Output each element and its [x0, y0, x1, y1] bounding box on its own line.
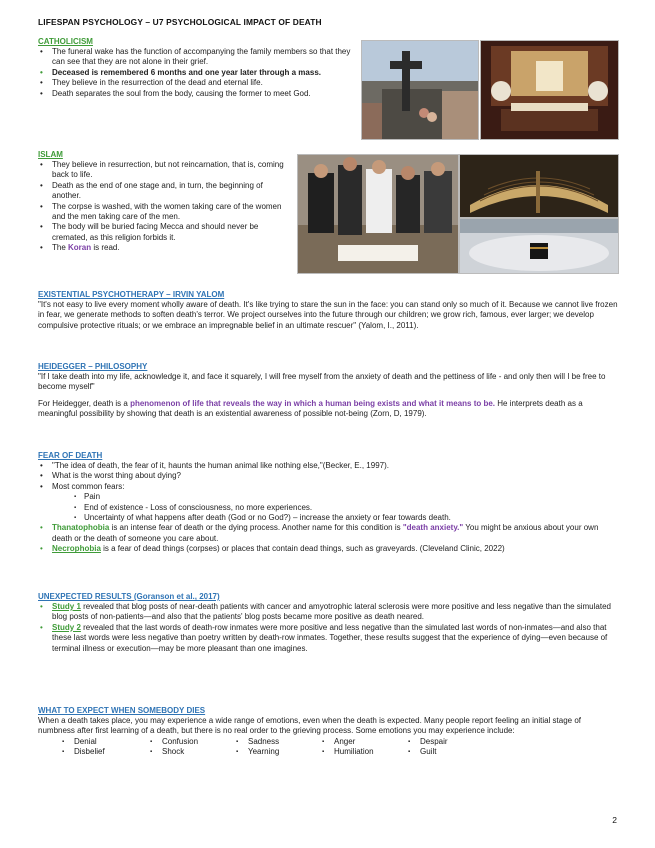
text-run: is a fear of dead things (corpses) or places that contain dead things, such as graveyards. (Cleveland Clinic, 2022): [100, 544, 505, 554]
existential-heading: EXISTENTIAL PSYCHOTHERAPY – IRVIN YALOM: [38, 290, 225, 299]
expect-heading: WHAT TO EXPECT WHEN SOMEBODY DIES: [38, 706, 206, 715]
fear-section: [38, 451, 618, 555]
text-run: For Heidegger, death is a: [38, 398, 131, 408]
list-item: ▪ Pain: [74, 492, 618, 502]
fear-heading: FEAR OF DEATH: [38, 451, 103, 460]
list-item: [38, 243, 290, 253]
heidegger-section: [38, 362, 618, 420]
document-title: LIFESPAN PSYCHOLOGY – U7 PSYCHOLOGICAL IMPACT OF DEATH: [38, 17, 322, 27]
list-item: • They believe in resurrection, but not reincarnation, that is, coming back to life.: [38, 160, 290, 181]
text-run: revealed that the last words of death-row inmates were more positive and less negative than the simulated last words of non-inmates—and also that these last words were less negative than poetry written by death-row inmates. Together, these results suggest that the experience of dying—even because of terminal illness or execution—may be more pleasant than one imagines.: [52, 622, 608, 653]
heidegger-quote: "If I take death into my life, acknowledge it, and face it squarely, I will free myself from the anxiety of death and the pettiness of life - and only then will I be free to become myself": [38, 372, 606, 392]
catholicism-section: [38, 37, 356, 99]
catholicism-list: [38, 47, 356, 99]
text-run: He interprets death as a meaningful possibility by showing that death is an existential awareness of possible not-being (Zorn, D, 1979).: [38, 398, 583, 419]
mecca-photo: [459, 218, 619, 274]
emotion-item: ▪ Shock: [148, 747, 234, 758]
islam-section: [38, 150, 290, 254]
existential-section: [38, 290, 618, 331]
phenomenon-highlight: phenomenon of life that reveals the way in which a human being exists and what it means to be.: [130, 398, 496, 408]
unexpected-heading: UNEXPECTED RESULTS (Goranson et al., 2017): [38, 592, 220, 601]
list-item: ▪ End of existence - Loss of consciousness, no more experiences.: [74, 503, 618, 513]
list-item: • Deceased is remembered 6 months and one year later through a mass.: [38, 68, 356, 78]
list-item: [38, 523, 618, 544]
list-item: • Death as the end of one stage and, in turn, the beginning of another.: [38, 181, 290, 202]
emotion-item: ▪ Sadness: [234, 737, 320, 748]
fears-sublist: [52, 492, 618, 523]
list-item: • The corpse is washed, with the women taking care of the women and the men taking care of the men.: [38, 202, 290, 223]
list-item: • What is the worst thing about dying?: [38, 471, 618, 481]
catholicism-heading: CATHOLICISM: [38, 37, 93, 46]
cemetery-photo: [361, 40, 479, 140]
page-number: 2: [612, 815, 617, 825]
unexpected-section: [38, 592, 618, 654]
list-item: [38, 602, 618, 623]
text-run: is an intense fear of death or the dying process. Another name for this condition is: [109, 523, 403, 533]
islam-list: [38, 160, 290, 254]
text-run: You might be anxious about your own death or the death of someone you care about.: [52, 523, 599, 543]
emotion-item: ▪ Yearning: [234, 747, 320, 758]
death-anxiety-term: "death anxiety.": [402, 523, 464, 533]
emotion-item: ▪ Disbelief: [60, 747, 148, 758]
list-item: • The funeral wake has the function of accompanying the family members so that they can see that they are not alone in their grief.: [38, 47, 356, 68]
list-item: • They believe in the resurrection of the dead and eternal life.: [38, 78, 356, 88]
text-run: The: [52, 243, 69, 253]
list-item: • The body will be buried facing Mecca and should never be cremated, as this religion forbids it.: [38, 222, 290, 243]
emotion-item: ▪ Confusion: [148, 737, 234, 748]
fear-list: [38, 461, 618, 555]
islam-heading: ISLAM: [38, 150, 63, 159]
text-run: Most common fears:: [52, 481, 125, 491]
studies-list: [38, 602, 618, 654]
expect-paragraph: When a death takes place, you may experience a wide range of emotions, even when the death is expected. Many people report feeling an initial stage of numbness after first learning of a death, but there is no real order to the grieving process. Some emotions you may experience include:: [38, 716, 582, 736]
necrophobia-term: Necrophobia: [52, 544, 101, 554]
text-run: is read.: [91, 243, 120, 253]
study-2-link[interactable]: Study 2: [52, 622, 81, 632]
emotion-item: ▪ Humiliation: [320, 747, 406, 758]
emotion-item: ▪ Guilt: [406, 747, 492, 758]
burial-photo: [297, 154, 459, 274]
list-item: [38, 623, 618, 654]
emotion-item: ▪ Anger: [320, 737, 406, 748]
koran-photo: [459, 154, 619, 218]
expect-section: [38, 706, 618, 758]
study-1-link[interactable]: Study 1: [52, 602, 81, 611]
text-run: revealed that blog posts of near-death patients with cancer and amyotrophic lateral sclerosis were more positive and less negative than the simulated blog posts of non-patients—and also that the patients' blog posts became more positive as death neared.: [52, 602, 611, 622]
heidegger-paragraph: [38, 399, 618, 420]
thanatophobia-term: Thanatophobia: [52, 523, 110, 533]
list-item: [38, 544, 618, 554]
list-item: ▪ Uncertainty of what happens after death (God or no God?) – increase the anxiety or fear towards death.: [74, 513, 618, 523]
emotion-item: ▪ Despair: [406, 737, 492, 748]
list-item: [38, 482, 618, 524]
yalom-quote: "It's not easy to live every moment wholly aware of death. It's like trying to stare the sun in the face: you can stand only so much of it. Because we cannot live frozen in fear, we generate methods to soften death's terror. We project ourselves into the future through our children; we grow rich, famous, ever larger; we develop compulsive protective rituals; or we embrace an impregnable belief in an ultimate rescuer" (Yalom, I., 2011).: [38, 300, 618, 330]
emotion-item: ▪ Denial: [60, 737, 148, 748]
heidegger-heading: HEIDEGGER – PHILOSOPHY: [38, 362, 148, 371]
emotions-list: [60, 737, 618, 758]
funeral-mass-photo: [480, 40, 619, 140]
list-item: • "The idea of death, the fear of it, haunts the human animal like nothing else,"(Becker, E., 1997).: [38, 461, 618, 471]
koran-highlight: Koran: [68, 243, 92, 253]
list-item: • Death separates the soul from the body, causing the former to meet God.: [38, 89, 356, 99]
